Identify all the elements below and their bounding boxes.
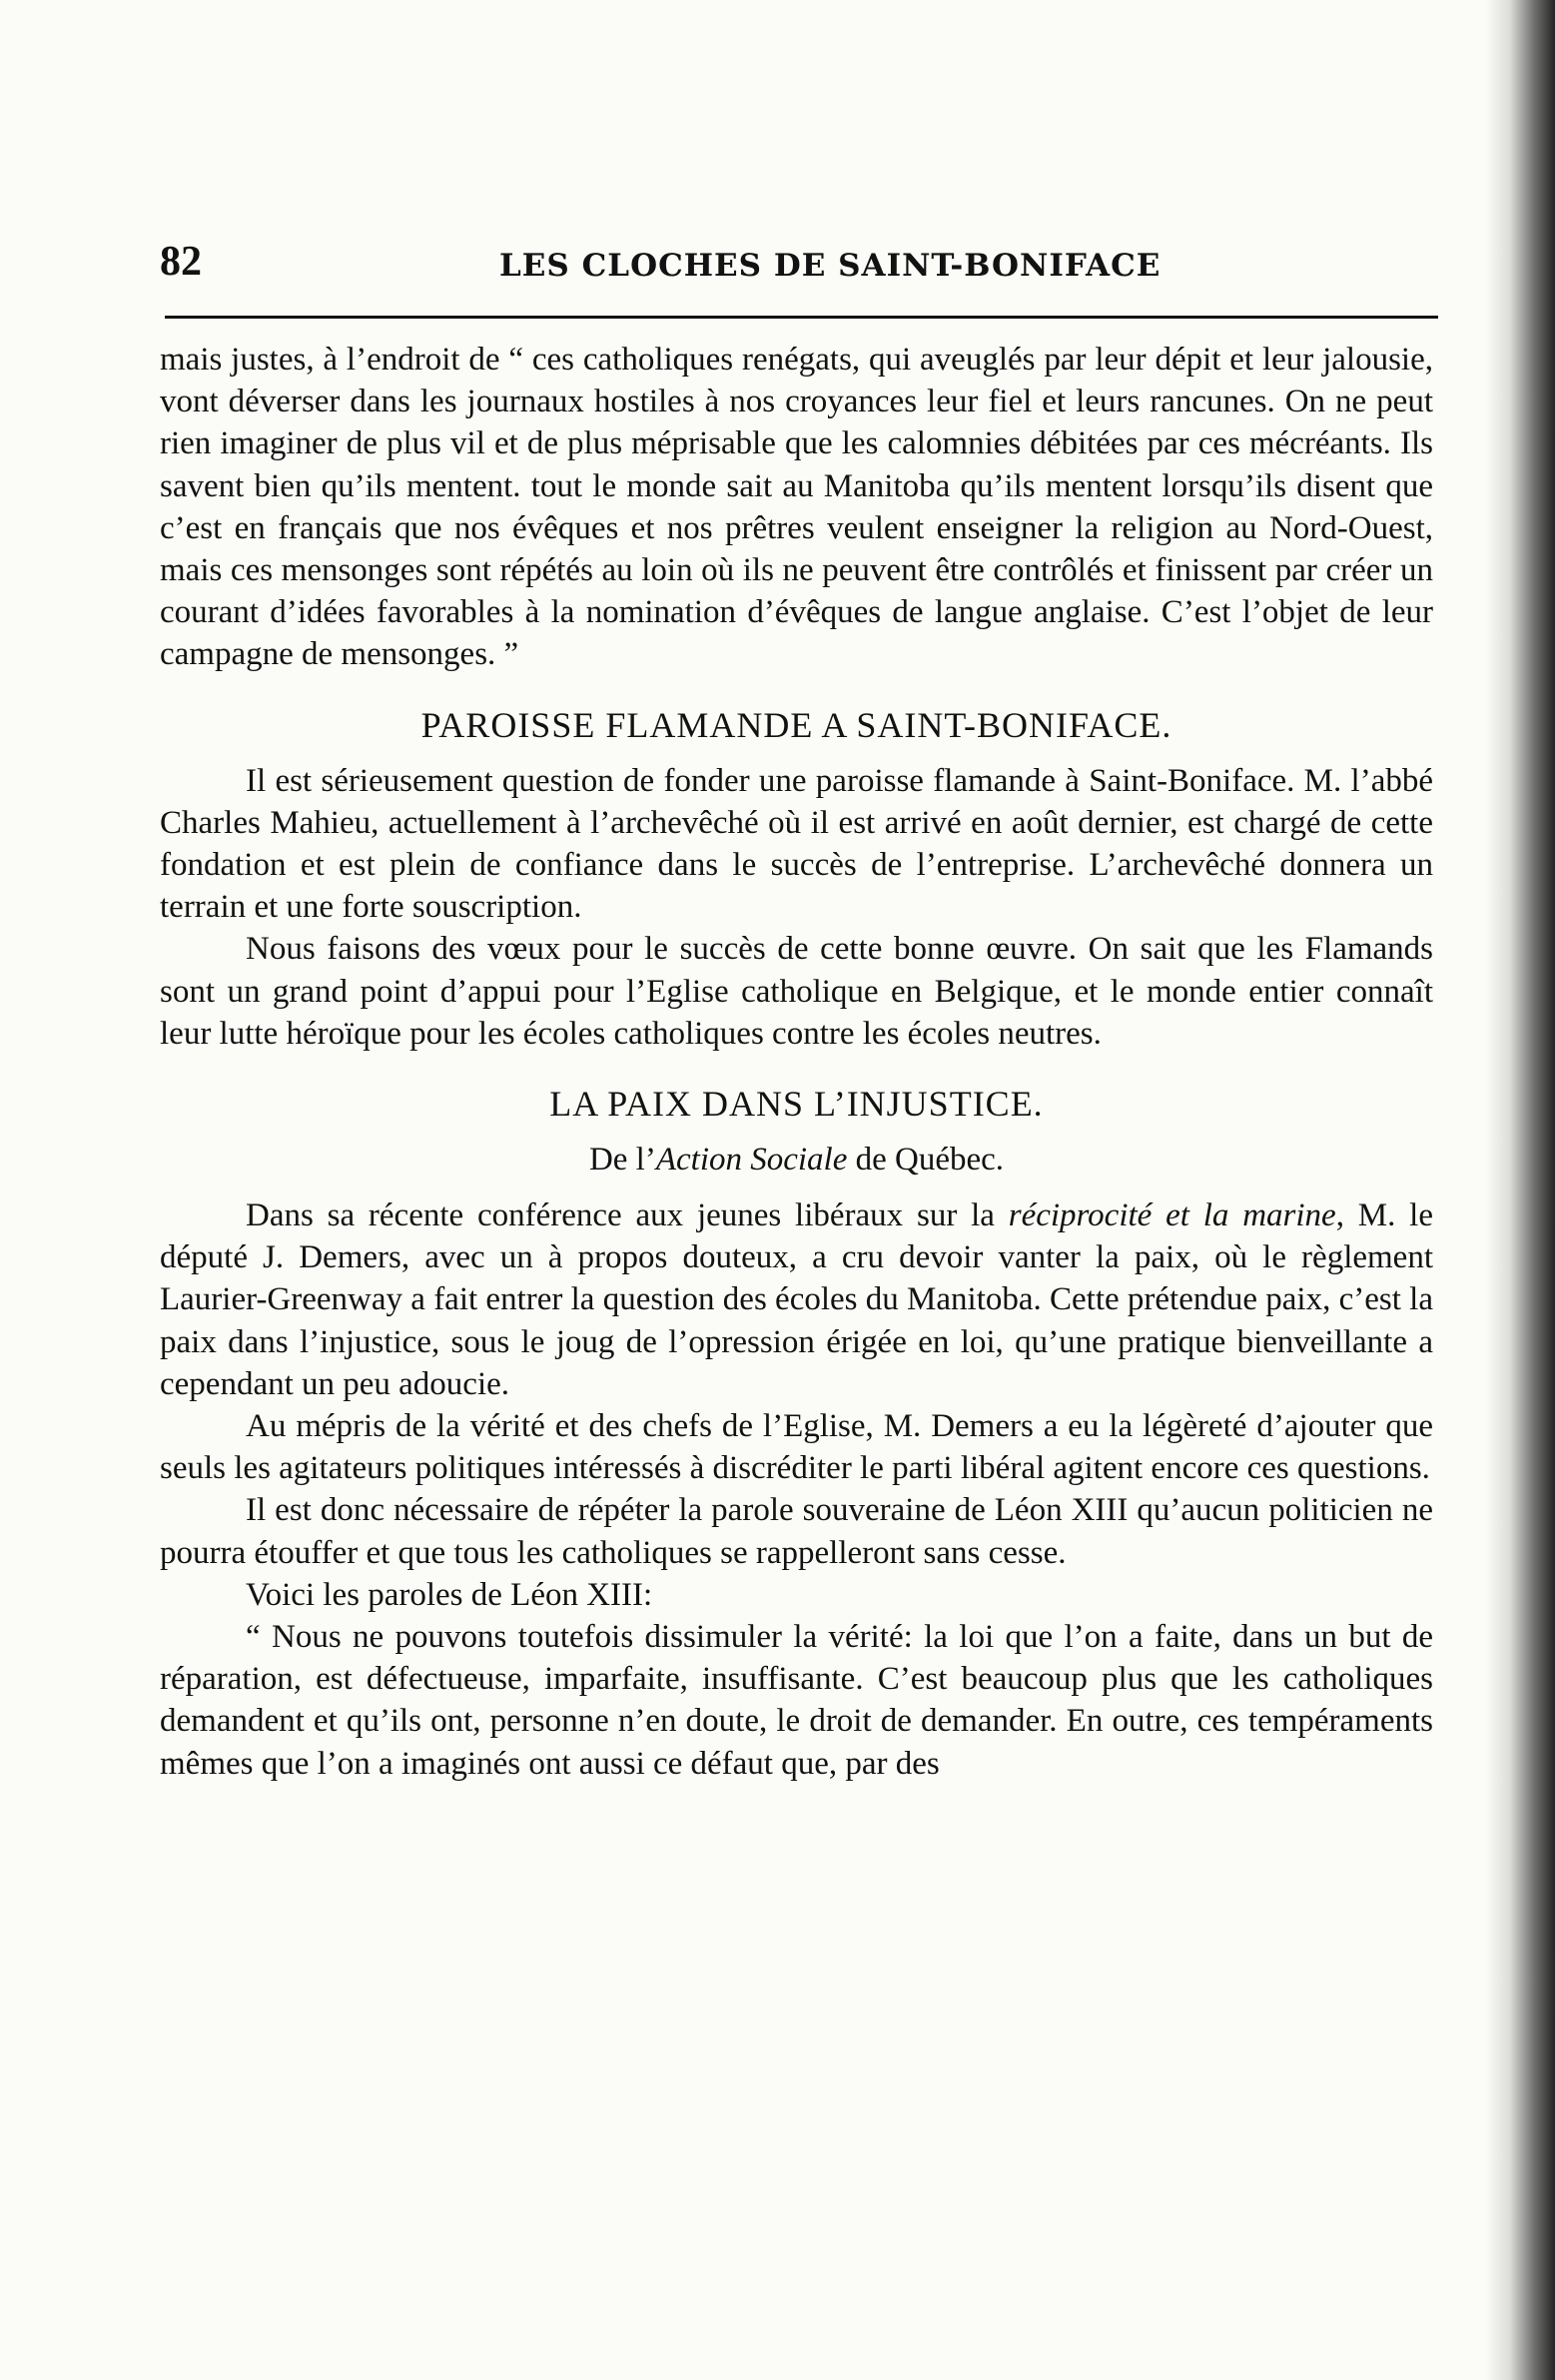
paroisse-paragraph-1: Il est sérieusement question de fonder une paroisse flamande à Saint-Boniface. M. l’abbé Charles Mahieu, actuellement à l’archevêché où il est arrivé en août dernier, est chargé de cette fondation et est plein de confiance dans le succès de l’entreprise. L’archevêché donnera un terrain et une forte souscription. [160,762,1433,926]
paix-paragraph-1-italic: réciprocité et la marine [1008,1197,1336,1234]
opening-paragraph: mais justes, à l’endroit de “ ces catholiques renégats, qui aveuglés par leur dépit et leur jalousie, vont déverser dans les journaux hostiles à nos croyances leur fiel et leurs rancunes. On ne peut rien imaginer de plus vil et de plus méprisable que les calomnies débitées par ces mécréants. Ils savent bien qu’ils mentent. tout le monde sait au Manitoba qu’ils mentent lorsqu’ils disent que c’est en français que nos évêques et nos prêtres veulent enseigner la religion au Nord-Ouest, mais ces mensonges sont répétés au loin où ils ne peuvent être contrôlés et finissent par créer un courant d’idées favorables à la nomination d’évêques de langue anglaise. C’est l’objet de leur campagne de mensonges. ” [160,342,1433,673]
section-heading-paix-injustice: LA PAIX DANS L’INJUSTICE. [549,1084,1044,1125]
page-number: 82 [160,239,202,285]
page-content [160,339,1433,1785]
source-line [160,1139,1433,1181]
source-prefix: De l’ [588,1142,656,1179]
page-edge-shadow [1485,0,1555,2380]
section-heading-paroisse-flamande: PAROISSE FLAMANDE A SAINT-BONIFACE. [420,704,1172,745]
paix-paragraph-2: Au mépris de la vérité et des chefs de l’Eglise, M. Demers a eu la légèreté d’ajouter que seuls les agitateurs politiques intéressés à discréditer le parti libéral agitent encore ces questions. [160,1408,1433,1487]
paroisse-paragraph-2: Nous faisons des vœux pour le succès de cette bonne œuvre. On sait que les Flamands sont un grand point d’appui pour l’Eglise catholique en Belgique, et le monde entier connaît leur lutte héroïque pour les écoles catholiques contre les écoles neutres. [160,931,1433,1052]
paix-paragraph-1-start: Dans sa récente conférence aux jeunes libéraux sur la [246,1197,1009,1234]
paix-paragraph-1-end: , M. le député J. Demers, avec un à propos douteux, a cru devoir vanter la paix, où le règlement Laurier-Greenway a fait entrer la question des écoles du Manitoba. Cette prétendue paix, c’est la paix dans l’injustice, sous le joug de l’opression érigée en loi, qu’une pratique bienveillante a cependant un peu adoucie. [160,1197,1433,1402]
source-title: Action Sociale [655,1142,848,1179]
page-header [160,238,1433,298]
leon-xiii-quote: “ Nous ne pouvons toutefois dissimuler la vérité: la loi que l’on a faite, dans un but de réparation, est défectueuse, imparfaite, insuffisante. C’est beaucoup plus que les catholiques demandent et qu’ils ont, personne n’en doute, le droit de demander. En outre, ces tempéraments mêmes que l’on a imaginés ont aussi ce défaut que, par des [160,1619,1433,1782]
header-rule [165,316,1438,319]
source-suffix: de Québec. [847,1142,1005,1179]
paix-paragraph-3: Il est donc nécessaire de répéter la parole souveraine de Léon XIII qu’aucun politicien ne pourra étouffer et que tous les catholiques se rappelleront sans cesse. [160,1492,1433,1571]
paix-paragraph-1 [160,1194,1433,1405]
paix-paragraph-4: Voici les paroles de Léon XIII: [246,1576,653,1613]
running-title: LES CLOCHES DE SAINT-BONIFACE [499,248,1162,284]
